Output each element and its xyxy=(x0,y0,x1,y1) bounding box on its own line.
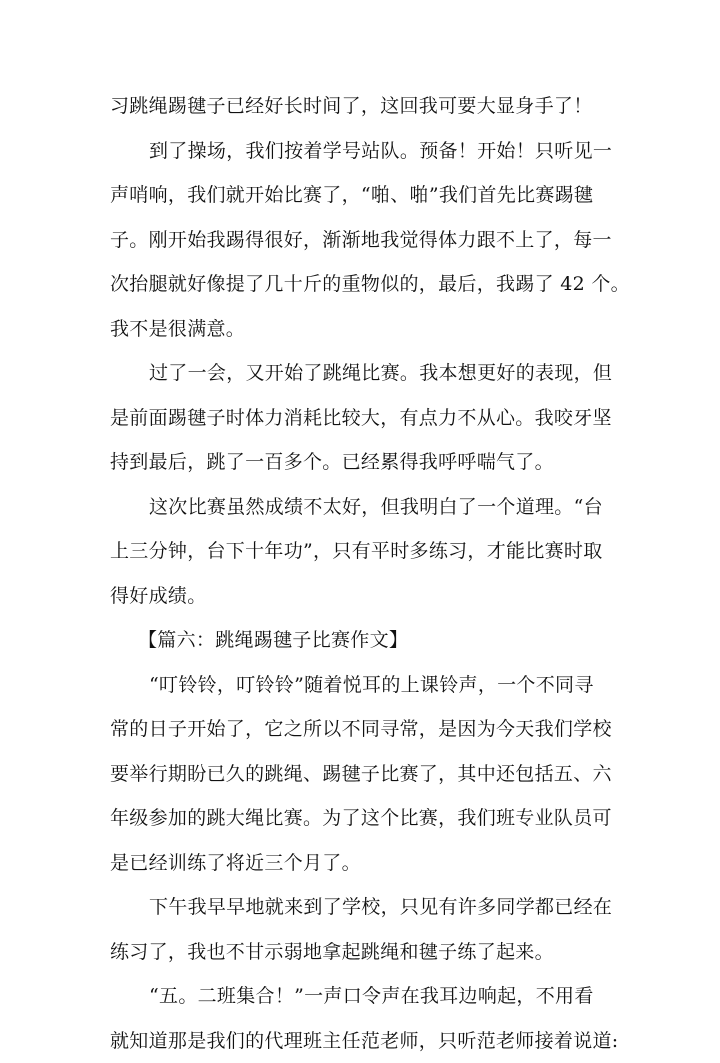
text-line: 是前面踢毽子时体力消耗比较大，有点力不从心。我咬牙坚 xyxy=(110,396,610,441)
text-line: 得好成绩。 xyxy=(110,574,610,619)
text-line: 要举行期盼已久的跳绳、踢毽子比赛了，其中还包括五、六 xyxy=(110,752,610,797)
text-line: 声哨响，我们就开始比赛了，“啪、啪”我们首先比赛踢毽 xyxy=(110,173,610,218)
paragraph-start-line: 到了操场，我们按着学号站队。预备！开始！只听见一 xyxy=(110,129,610,174)
section-heading: 【篇六：跳绳踢毽子比赛作文】 xyxy=(110,618,610,663)
paragraph-start-line: 下午我早早地就来到了学校，只见有许多同学都已经在 xyxy=(110,885,610,930)
paragraph-start-line: “叮铃铃，叮铃铃”随着悦耳的上课铃声，一个不同寻 xyxy=(110,663,610,708)
text-line: 年级参加的跳大绳比赛。为了这个比赛，我们班专业队员可 xyxy=(110,796,610,841)
paragraph-start-line: 这次比赛虽然成绩不太好，但我明白了一个道理。“台 xyxy=(110,485,610,530)
text-line: 就知道那是我们的代理班主任范老师，只听范老师接着说道: xyxy=(110,1019,610,1063)
essay-body xyxy=(110,84,610,1063)
text-line: 上三分钟，台下十年功”，只有平时多练习，才能比赛时取 xyxy=(110,529,610,574)
text-line: 常的日子开始了，它之所以不同寻常，是因为今天我们学校 xyxy=(110,707,610,752)
text-line: 我不是很满意。 xyxy=(110,307,610,352)
paragraph-start-line: 过了一会，又开始了跳绳比赛。我本想更好的表现，但 xyxy=(110,351,610,396)
text-line: 次抬腿就好像提了几十斤的重物似的，最后，我踢了 42 个。 xyxy=(110,262,610,307)
text-line: 是已经训练了将近三个月了。 xyxy=(110,841,610,886)
text-line: 子。刚开始我踢得很好，渐渐地我觉得体力跟不上了，每一 xyxy=(110,218,610,263)
text-line: 习跳绳踢毽子已经好长时间了，这回我可要大显身手了！ xyxy=(110,84,610,129)
text-line: 持到最后，跳了一百多个。已经累得我呼呼喘气了。 xyxy=(110,440,610,485)
paragraph-start-line: “五。二班集合！”一声口令声在我耳边响起，不用看 xyxy=(110,974,610,1019)
text-line: 练习了，我也不甘示弱地拿起跳绳和毽子练了起来。 xyxy=(110,930,610,975)
